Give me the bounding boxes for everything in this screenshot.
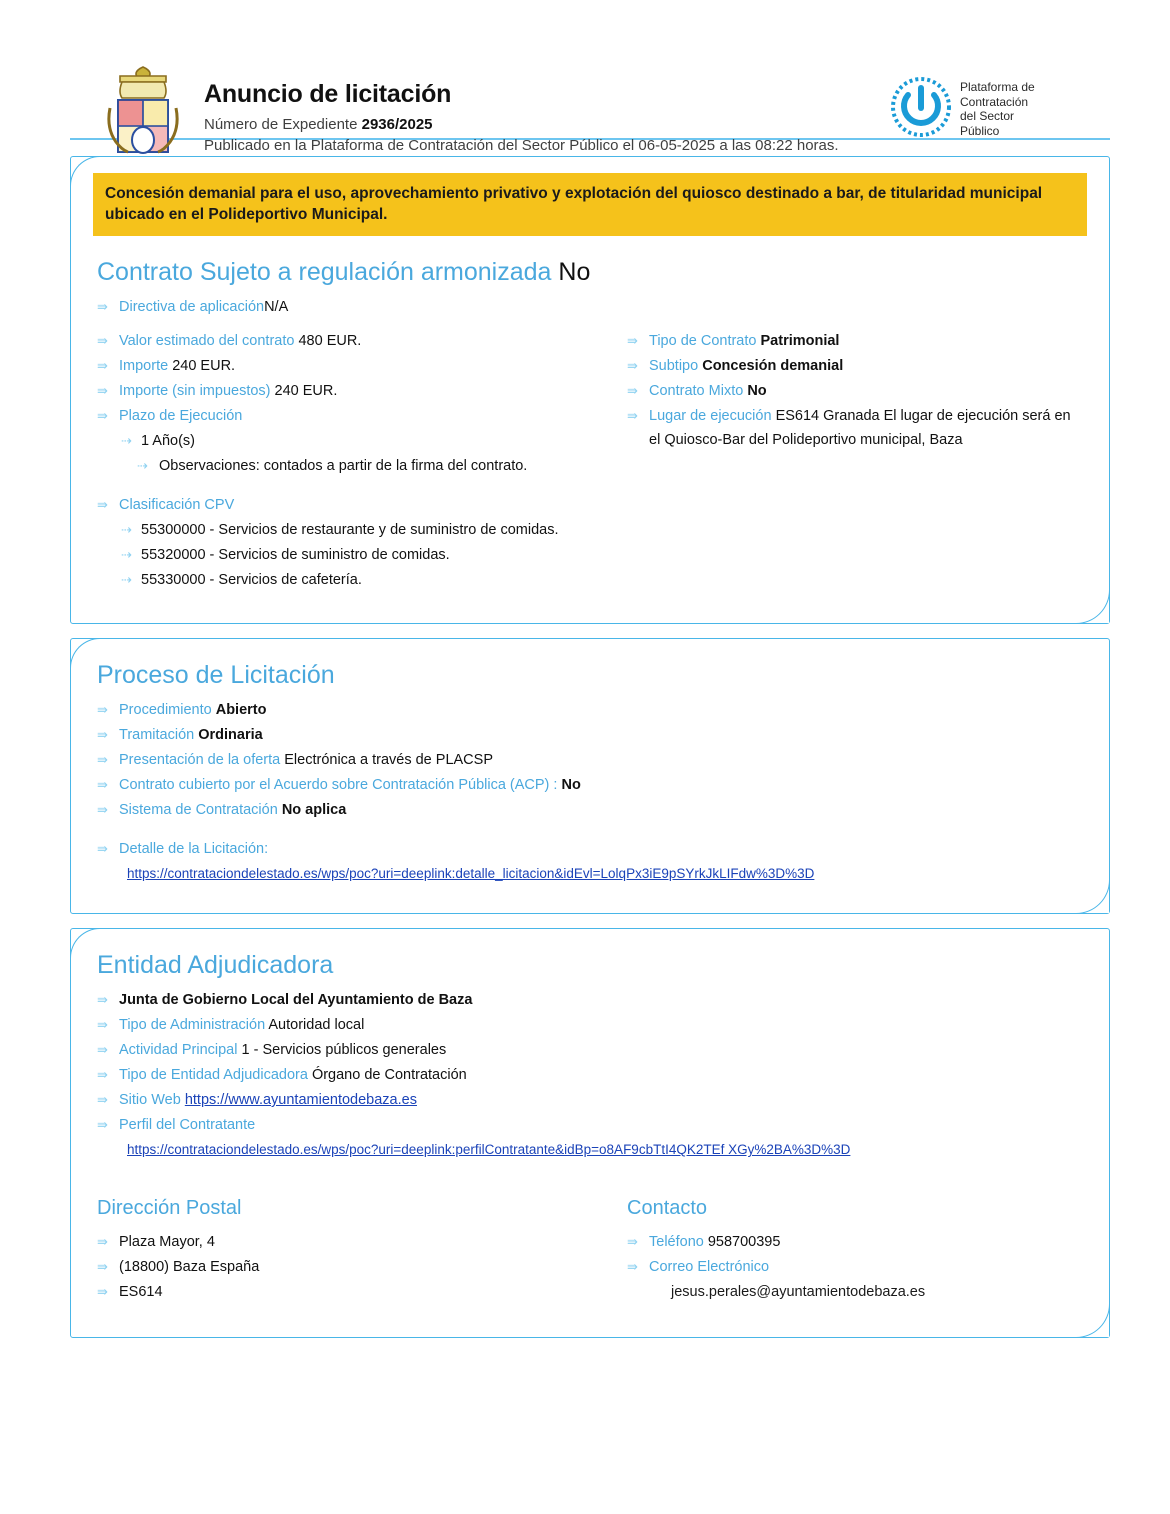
contract-title-banner: Concesión demanial para el uso, aprovechamiento privativo y explotación del quiosco destinado a bar, de titularidad municipal ubicado en el Polideportivo Municipal. xyxy=(93,173,1087,236)
field-correo-electronico: ⇛ Correo Electrónico xyxy=(627,1255,1083,1279)
field-tipo-entidad: ⇛ Tipo de Entidad Adjudicadora Órgano de Contratación xyxy=(97,1063,1083,1087)
detalle-licitacion-link[interactable]: https://contrataciondelestado.es/wps/poc?uri=deeplink:detalle_licitacion&idEvl=LolqPx3iE9pSYrkJkLIFdw%3D%3D xyxy=(127,866,815,881)
proceso-list xyxy=(97,698,1083,822)
regulacion-armonizada-value: No xyxy=(558,258,591,286)
entidad-heading: Entidad Adjudicadora xyxy=(97,951,334,979)
contacto-column xyxy=(627,1171,1083,1305)
field-tipo-contrato: ⇛ Tipo de Contrato Patrimonial xyxy=(627,329,1083,353)
correo-value: jesus.perales@ayuntamientodebaza.es xyxy=(671,1284,926,1300)
regulacion-armonizada-heading: Contrato Sujeto a regulación armonizada No xyxy=(97,258,591,286)
field-contrato-mixto: ⇛ Contrato Mixto No xyxy=(627,379,1083,403)
field-plazo-ejecucion: ⇛ Plazo de Ejecución xyxy=(97,404,627,428)
detalle-licitacion-block xyxy=(97,837,1083,861)
contract-right-column xyxy=(627,329,1083,479)
contract-columns xyxy=(97,329,1083,479)
field-importe-sin-impuestos: ⇛ Importe (sin impuestos) 240 EUR. xyxy=(97,379,627,403)
entidad-columns xyxy=(97,1171,1083,1305)
cpv-item: ⇢ 55320000 - Servicios de suministro de comidas. xyxy=(97,543,1083,567)
field-importe: ⇛ Importe 240 EUR. xyxy=(97,354,627,378)
perfil-contratante-link[interactable]: https://contrataciondelestado.es/wps/poc?uri=deeplink:perfilContratante&idBp=o8AF9cbTtI4QK2TEf XGy%2BA%3D%3D xyxy=(127,1142,851,1157)
field-sitio-web: ⇛ Sitio Web https://www.ayuntamientodebaza.es xyxy=(97,1088,1083,1112)
entidad-adjudicadora-card xyxy=(70,928,1110,1338)
expediente-line xyxy=(204,114,854,135)
direccion-line: ⇛ Plaza Mayor, 4 xyxy=(97,1230,627,1254)
field-tipo-administracion: ⇛ Tipo de Administración Autoridad local xyxy=(97,1013,1083,1037)
field-plazo-valor: ⇢ 1 Año(s) xyxy=(97,429,627,453)
contacto-heading: Contacto xyxy=(627,1197,708,1219)
cpv-item: ⇢ 55300000 - Servicios de restaurante y de suministro de comidas. xyxy=(97,518,1083,542)
page-title: Anuncio de licitación xyxy=(204,80,452,108)
field-subtipo: ⇛ Subtipo Concesión demanial xyxy=(627,354,1083,378)
platform-logo-text: Plataforma de Contratación del Sector Público xyxy=(960,80,1035,138)
field-plazo-observaciones: ⇢ Observaciones: contados a partir de la firma del contrato. xyxy=(97,454,627,478)
contract-left-column xyxy=(97,329,627,479)
direccion-postal-column xyxy=(97,1171,627,1305)
sitio-web-link[interactable]: https://www.ayuntamientodebaza.es xyxy=(184,1092,417,1108)
field-acp: ⇛ Contrato cubierto por el Acuerdo sobre Contratación Pública (ACP) : No xyxy=(97,773,1083,797)
detalle-licitacion-link-row xyxy=(97,863,1083,885)
directiva-list xyxy=(97,295,1083,319)
field-detalle-licitacion: ⇛ Detalle de la Licitación: xyxy=(97,837,1083,861)
platform-logo xyxy=(890,60,1110,138)
perfil-contratante-link-row xyxy=(97,1139,1083,1161)
cpv-item: ⇢ 55330000 - Servicios de cafetería. xyxy=(97,568,1083,592)
field-presentacion-oferta: ⇛ Presentación de la oferta Electrónica a través de PLACSP xyxy=(97,748,1083,772)
field-clasificacion-cpv: ⇛ Clasificación CPV xyxy=(97,493,1083,517)
field-tramitacion: ⇛ Tramitación Ordinaria xyxy=(97,723,1083,747)
field-sistema-contratacion: ⇛ Sistema de Contratación No aplica xyxy=(97,798,1083,822)
field-procedimiento: ⇛ Procedimiento Abierto xyxy=(97,698,1083,722)
field-perfil-contratante: ⇛ Perfil del Contratante xyxy=(97,1113,1083,1137)
expediente-value: 2936/2025 xyxy=(361,116,433,133)
direccion-line: ⇛ ES614 xyxy=(97,1280,627,1304)
entidad-name: ⇛ Junta de Gobierno Local del Ayuntamiento de Baza xyxy=(97,988,1083,1012)
field-telefono: ⇛ Teléfono 958700395 xyxy=(627,1230,1083,1254)
document-header xyxy=(0,0,1170,154)
cpv-list xyxy=(97,493,1083,592)
field-actividad-principal: ⇛ Actividad Principal 1 - Servicios públicos generales xyxy=(97,1038,1083,1062)
header-text-block xyxy=(204,60,890,156)
contract-card xyxy=(70,156,1110,624)
proceso-licitacion-card xyxy=(70,638,1110,914)
direccion-postal-heading: Dirección Postal xyxy=(97,1197,242,1219)
expediente-label: Número de Expediente xyxy=(204,116,358,133)
field-directiva: ⇛ Directiva de aplicaciónN/A xyxy=(97,295,1083,319)
direccion-line: ⇛ (18800) Baza España xyxy=(97,1255,627,1279)
proceso-heading: Proceso de Licitación xyxy=(97,661,335,689)
field-valor-estimado: ⇛ Valor estimado del contrato 480 EUR. xyxy=(97,329,627,353)
field-lugar-ejecucion: ⇛ Lugar de ejecución ES614 Granada El lugar de ejecución será en el Quiosco-Bar del Polideportivo municipal, Baza xyxy=(627,404,1083,452)
power-button-icon xyxy=(890,76,952,138)
entidad-list xyxy=(97,988,1083,1137)
published-line: Publicado en la Plataforma de Contratación del Sector Público el 06-05-2025 a las 08:22 horas. xyxy=(204,137,839,154)
